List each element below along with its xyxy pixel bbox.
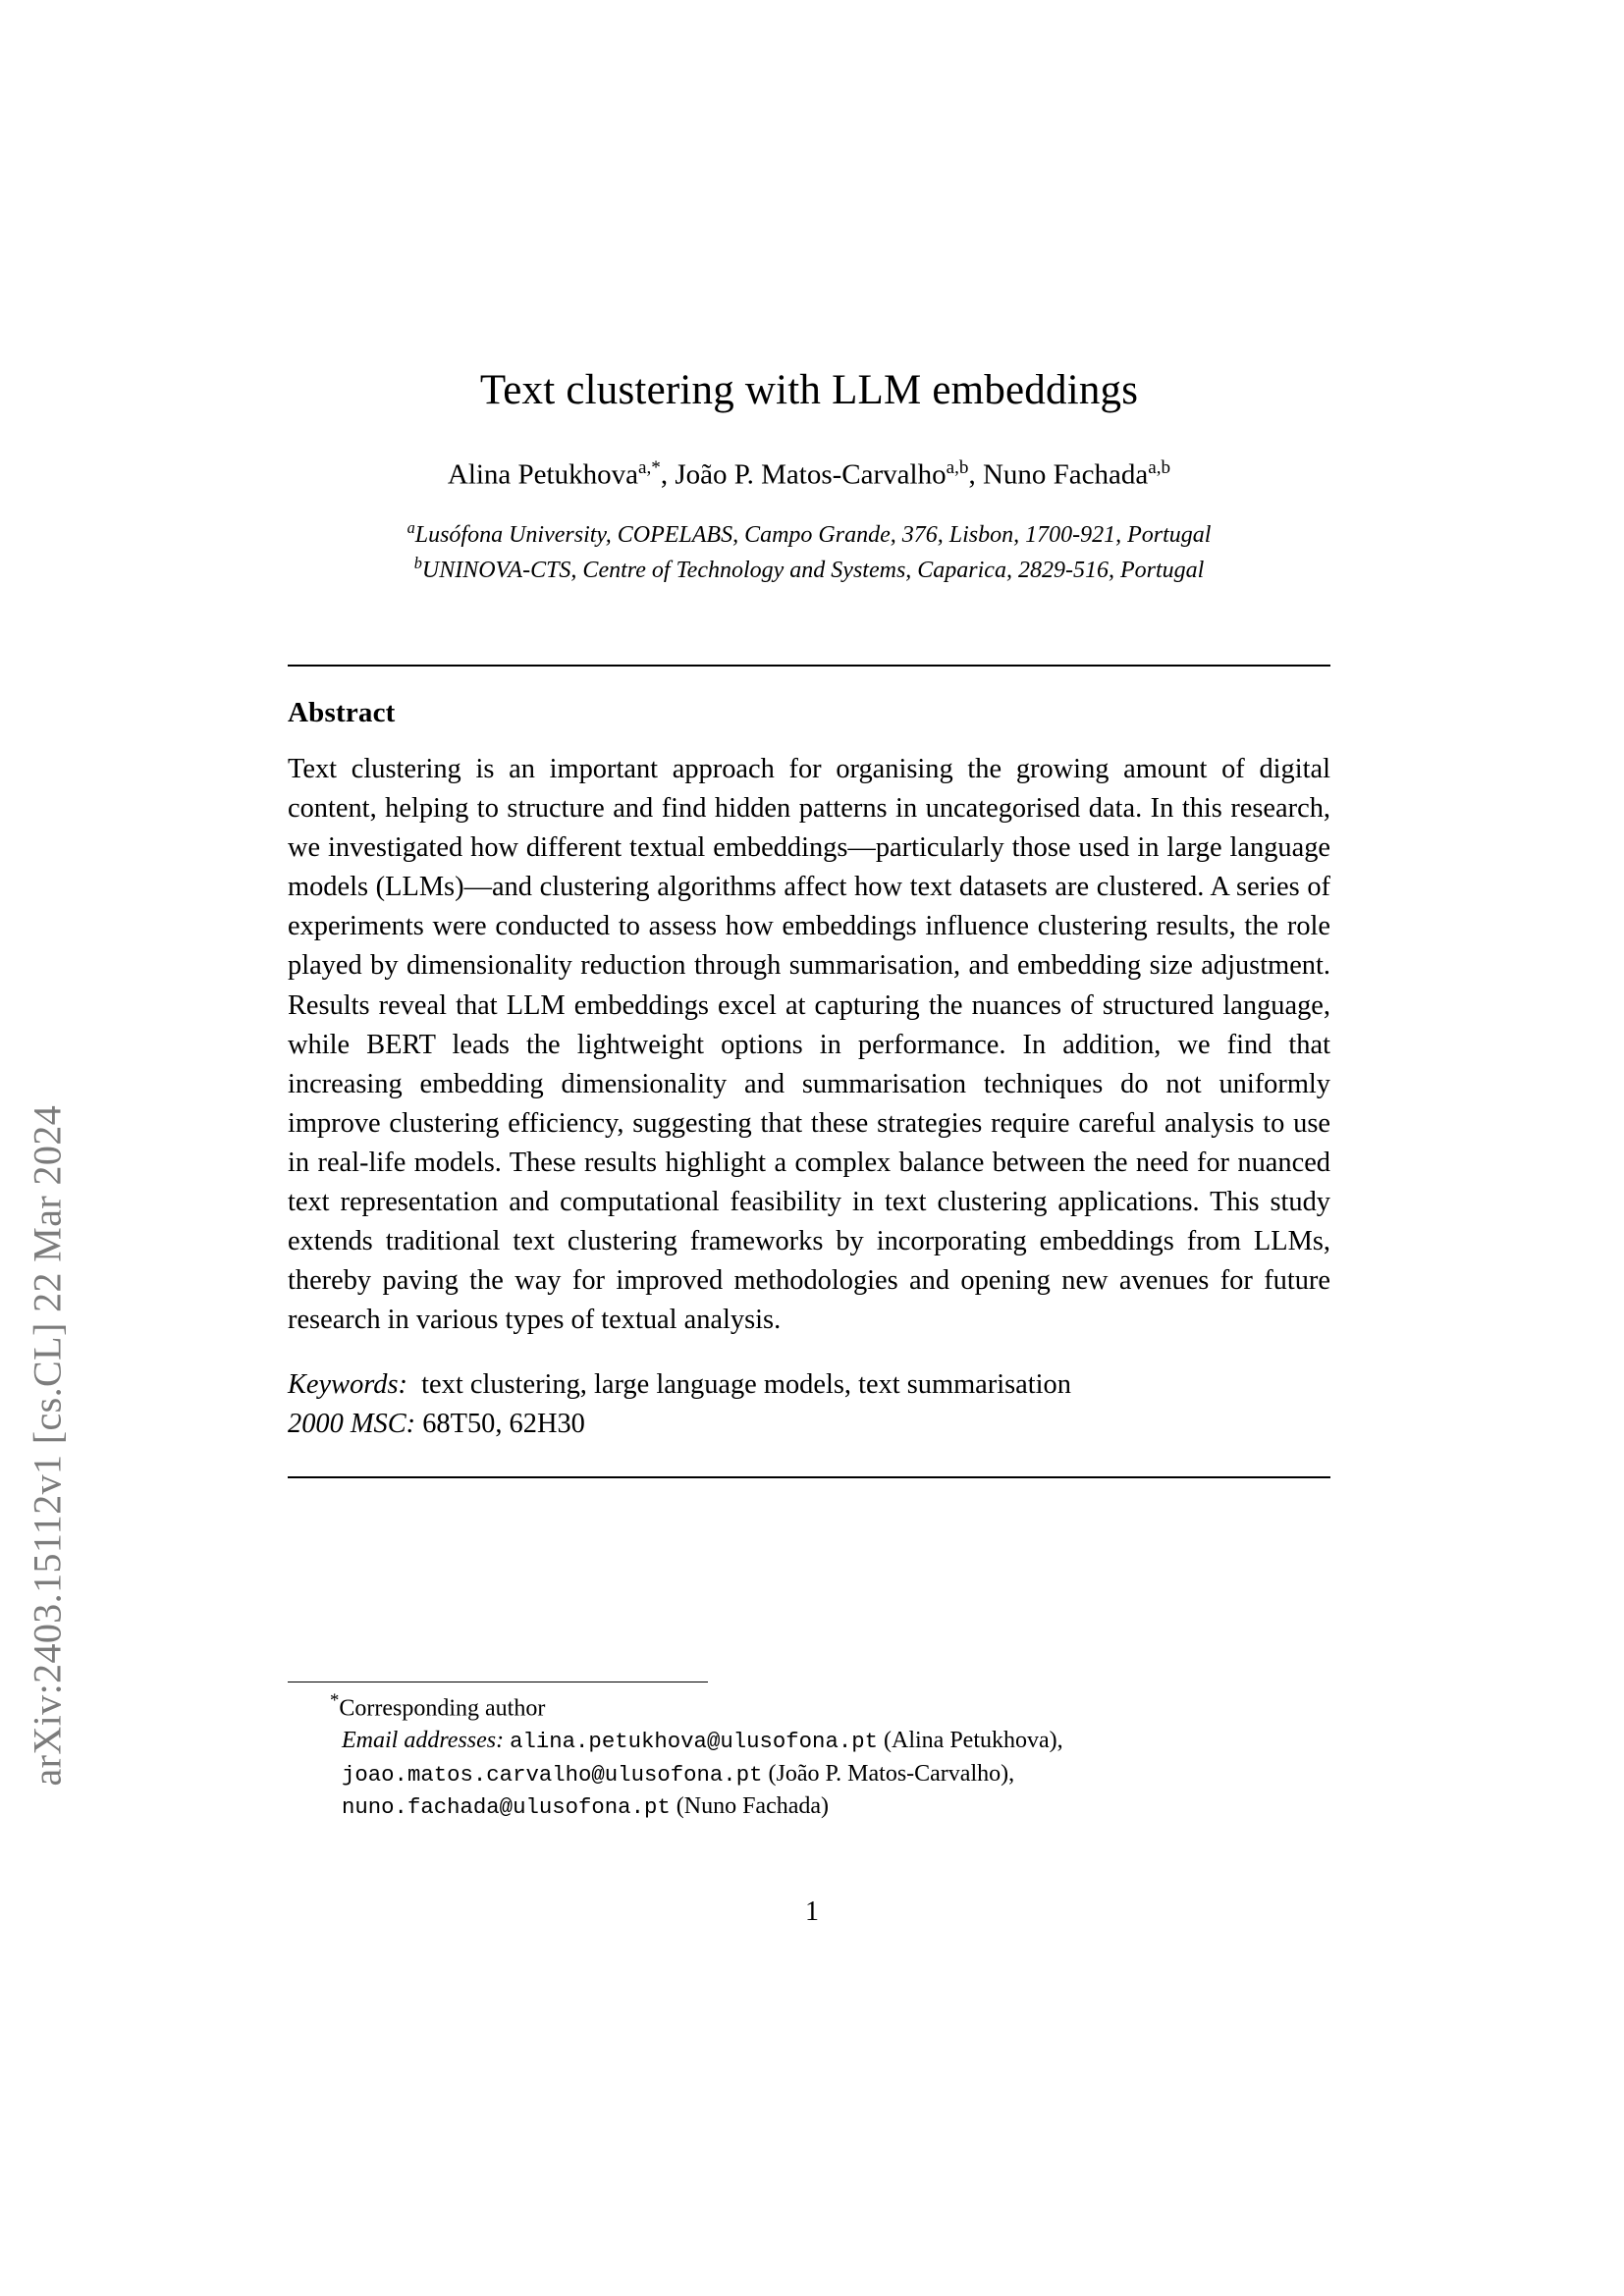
author-name: Nuno Fachada [982, 458, 1149, 491]
affiliation-item [288, 552, 1330, 587]
corresponding-author-text: Corresponding author [339, 1695, 546, 1722]
msc-row [288, 1405, 1330, 1444]
abstract-heading: Abstract [288, 696, 396, 728]
email-addresses-label: Email addresses: [342, 1728, 505, 1754]
corresponding-author-note [288, 1688, 1330, 1725]
keywords-value: text clustering, large language models, text summarisation [421, 1368, 1071, 1400]
affiliation-list [288, 516, 1330, 587]
keywords-label: Keywords: [288, 1368, 407, 1400]
author-separator: , [968, 458, 983, 491]
author-affiliation-marks: a,b [946, 456, 969, 478]
email-owner: (João P. Matos-Carvalho), [768, 1760, 1015, 1787]
author-separator: , [660, 458, 676, 491]
email-addresses-line [288, 1725, 1330, 1822]
affiliation-text: UNINOVA-CTS, Centre of Technology and Systems, Caparica, 2829-516, Portugal [421, 557, 1205, 583]
abstract-bottom-divider [288, 1476, 1330, 1478]
affiliation-mark: b [413, 553, 422, 572]
page-title: Text clustering with LLM embeddings [479, 367, 1139, 413]
author-name: João P. Matos-Carvalho [675, 458, 947, 491]
asterisk-mark: * [330, 1690, 340, 1711]
msc-label: 2000 MSC: [288, 1408, 416, 1439]
email-address[interactable]: alina.petukhova@ulusofona.pt [510, 1729, 879, 1755]
arxiv-identifier-stamp: arXiv:2403.15112v1 [cs.CL] 22 Mar 2024 [25, 1104, 70, 1787]
msc-value: 68T50, 62H30 [422, 1408, 585, 1439]
affiliation-mark: a [406, 517, 415, 537]
email-owner: (Nuno Fachada) [676, 1792, 830, 1819]
author-affiliation-marks: a,* [637, 456, 661, 478]
author-list [288, 456, 1330, 494]
affiliation-item [288, 516, 1330, 552]
footnote-block [288, 1682, 1330, 1823]
email-address[interactable]: joao.matos.carvalho@ulusofona.pt [342, 1761, 763, 1788]
email-address[interactable]: nuno.fachada@ulusofona.pt [342, 1793, 671, 1820]
content-column [288, 0, 1330, 1478]
affiliation-text: Lusófona University, COPELABS, Campo Grande, 376, Lisbon, 1700-921, Portugal [414, 521, 1212, 548]
author-affiliation-marks: a,b [1148, 456, 1171, 478]
page-number: 1 [805, 1896, 819, 1927]
author-name: Alina Petukhova [447, 458, 638, 491]
email-owner: (Alina Petukhova), [884, 1728, 1063, 1754]
abstract-top-divider [288, 665, 1330, 667]
keywords-block [288, 1365, 1330, 1444]
abstract-text: Text clustering is an important approach for organising the growing amount of digital content, helping to structure and find hidden patterns in uncategorised data. In this research, we investigated how different textual embeddings—particularly those used in large language models (LLMs)—and clustering algorithms affect how text datasets are clustered. A series of experiments were conducted to assess how embeddings influence clustering results, the role played by dimensionality reduction through summarisation, and embedding size adjustment. Results reveal that LLM embeddings excel at capturing the nuances of structured language, while BERT leads the lightweight options in performance. In addition, we find that increasing embedding dimensionality and summarisation techniques do not uniformly improve clustering efficiency, suggesting that these strategies require careful analysis to use in real-life models. These results highlight a complex balance between the need for nuanced text representation and computational feasibility in text clustering applications. This study extends traditional text clustering frameworks by incorporating embeddings from LLMs, thereby paving the way for improved methodologies and opening new avenues for future research in various types of textual analysis. [288, 753, 1330, 1336]
